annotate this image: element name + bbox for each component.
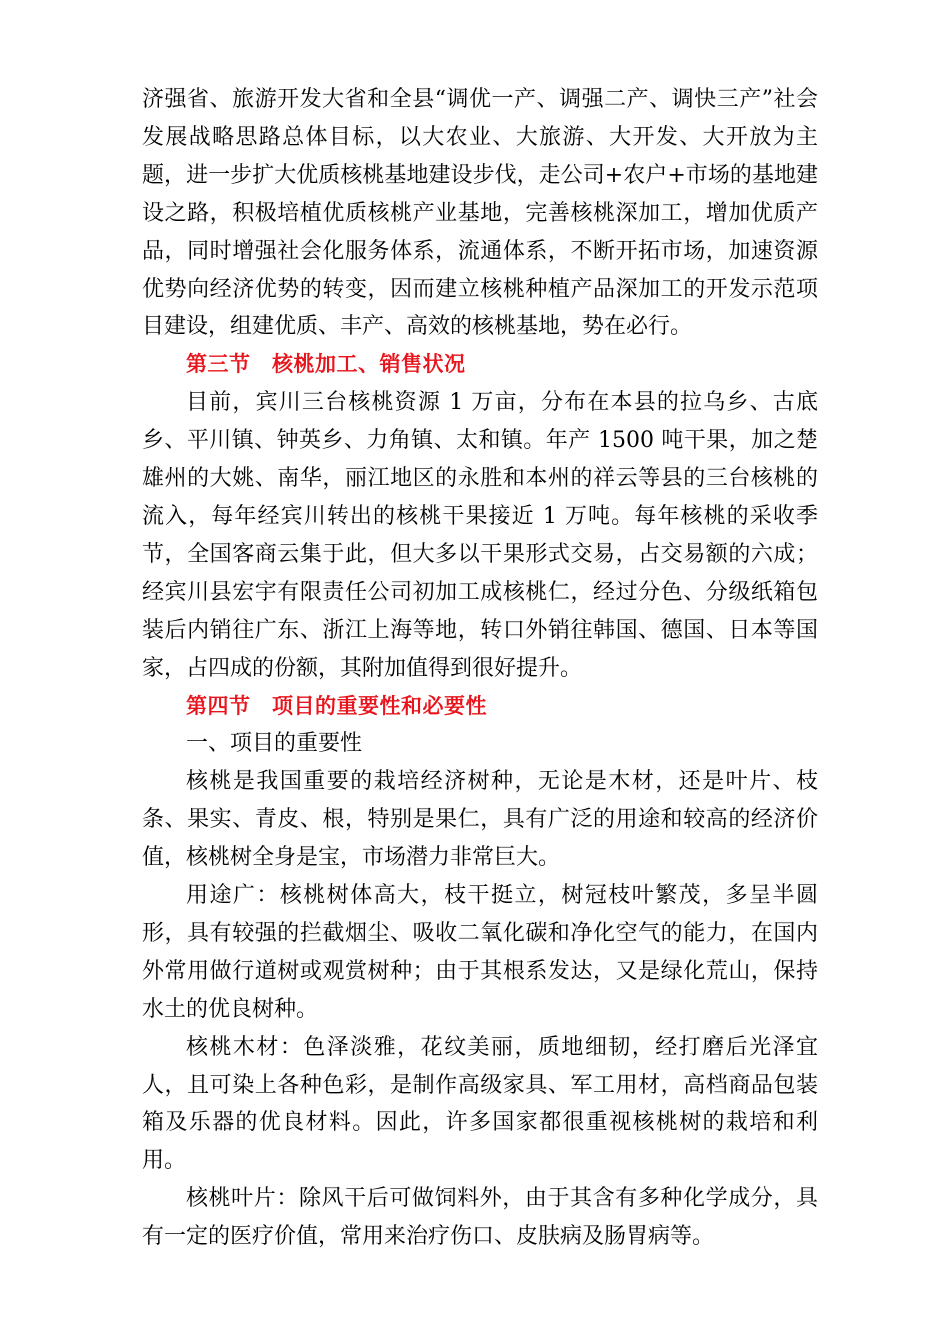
document-page — [142, 81, 818, 1256]
section3-paragraph: 目前，宾川三台核桃资源 1 万亩，分布在本县的拉乌乡、古底乡、平川镇、钟英乡、力角镇、太和镇。年产 1500 吨干果，加之楚雄州的大姚、南华，丽江地区的永胜和本州的祥云等县的三台核桃的流入，每年经宾川转出的核桃干果接近 1 万吨。每年核桃的采收季节，全国客商云集于此，但大多以干果形式交易，占交易额的六成；经宾川县宏宇有限责任公司初加工成核桃仁，经过分色、分级纸箱包装后内销往广东、浙江上海等地，转口外销往韩国、德国、日本等国家，占四成的份额，其附加值得到很好提升。 — [142, 390, 818, 681]
timber-paragraph: 核桃木材：色泽淡雅，花纹美丽，质地细韧，经打磨后光泽宜人，且可染上各种色彩，是制作高级家具、军工用材，高档商品包装箱及乐器的优良材料。因此，许多国家都很重视核桃树的栽培和利用。 — [142, 1034, 818, 1174]
section3-heading: 第三节 核桃加工、销售状况 — [186, 352, 466, 377]
section4-heading: 第四节 项目的重要性和必要性 — [186, 693, 487, 718]
section4-subheading: 一、项目的重要性 — [186, 731, 363, 757]
importance-paragraph: 核桃是我国重要的栽培经济树种，无论是木材，还是叶片、枝条、果实、青皮、根，特别是果仁，具有广泛的用途和较高的经济价值，核桃树全身是宝，市场潜力非常巨大。 — [142, 769, 818, 871]
uses-paragraph: 用途广：核桃树体高大，枝干挺立，树冠枝叶繁茂，多呈半圆形，具有较强的拦截烟尘、吸收二氧化碳和净化空气的能力，在国内外常用做行道树或观赏树种；由于其根系发达，又是绿化荒山，保持水土的优良树种。 — [142, 883, 818, 1022]
leaves-paragraph: 核桃叶片：除风干后可做饲料外，由于其含有多种化学成分，具有一定的医疗价值，常用来治疗伤口、皮肤病及肠胃病等。 — [142, 1186, 818, 1250]
section2-tail-paragraph: 济强省、旅游开发大省和全县“调优一产、调强二产、调快三产”社会发展战略思路总体目标，以大农业、大旅游、大开发、大开放为主题，进一步扩大优质核桃基地建设步伐，走公司+农户+市场的基地建设之路，积极培植优质核桃产业基地，完善核桃深加工，增加优质产品，同时增强社会化服务体系，流通体系，不断开拓市场，加速资源优势向经济优势的转变，因而建立核桃种植产品深加工的开发示范项目建设，组建优质、丰产、高效的核桃基地，势在必行。 — [142, 87, 818, 340]
